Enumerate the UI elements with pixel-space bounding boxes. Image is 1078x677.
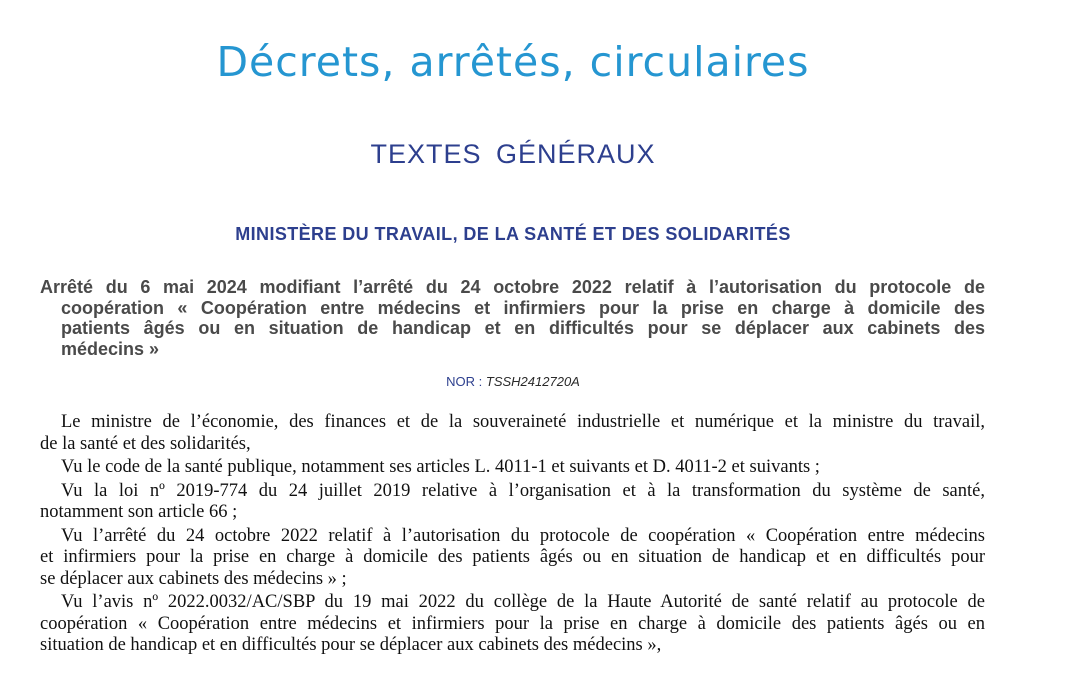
arrete-title-line: Arrêté du 6 mai 2024 modifiant l’arrêté du 24 octobre 2022 relatif à l’autorisation du protocole de	[40, 277, 985, 297]
paragraph-line: Le ministre de l’économie, des finances et de la souveraineté industrielle et numérique et la ministre du travail,	[61, 412, 985, 432]
preamble-paragraph	[40, 412, 985, 455]
paragraph-line: Vu la loi nº 2019-774 du 24 juillet 2019 relative à l’organisation et à la transformation du système de santé,	[61, 480, 985, 501]
paragraph-line: Vu le code de la santé publique, notamment ses articles L. 4011-1 et suivants et D. 4011-2 et suivants ;	[61, 457, 820, 477]
nor-code: TSSH2412720A	[485, 374, 580, 389]
nor-label: NOR :	[446, 374, 486, 389]
visa-paragraph	[40, 457, 985, 479]
paragraph-line: coopération « Coopération entre médecins et infirmiers pour la prise en charge à domicile des patients âgés ou en	[40, 613, 985, 634]
paragraph-line: Vu l’avis nº 2022.0032/AC/SBP du 19 mai 2022 du collège de la Haute Autorité de santé relatif au protocole de	[61, 592, 985, 612]
paragraph-line: et infirmiers pour la prise en charge à domicile des patients âgés ou en situation de handicap et en difficultés pour	[40, 547, 985, 567]
paragraph-line: de la santé et des solidarités,	[40, 433, 251, 454]
journal-rubric-title: Décrets, arrêtés, circulaires	[216, 38, 810, 86]
paragraph-line: notamment son article 66 ;	[40, 502, 238, 522]
paragraph-line: Vu l’arrêté du 24 octobre 2022 relatif à l’autorisation du protocole de coopération « Coopération entre médecins	[61, 525, 985, 546]
paragraph-line: situation de handicap et en difficultés pour se déplacer aux cabinets des médecins »,	[40, 635, 662, 655]
paragraph-line: se déplacer aux cabinets des médecins » ;	[40, 568, 347, 589]
visa-paragraph	[40, 526, 985, 591]
arrete-title-line: médecins »	[61, 338, 160, 359]
arrete-body	[40, 412, 985, 659]
arrete-title-line: coopération « Coopération entre médecins et infirmiers pour la prise en charge à domicile des	[61, 297, 985, 318]
arrete-title-line: patients âgés ou en situation de handicap et en difficultés pour se déplacer aux cabinets des	[61, 318, 985, 338]
arrete-title	[40, 277, 985, 359]
ministry-heading: MINISTÈRE DU TRAVAIL, DE LA SANTÉ ET DES SOLIDARITÉS	[235, 224, 791, 244]
nor-reference	[0, 374, 1026, 390]
visa-paragraph	[40, 592, 985, 657]
visa-paragraph	[40, 481, 985, 524]
section-title: TEXTES GÉNÉRAUX	[370, 139, 656, 169]
